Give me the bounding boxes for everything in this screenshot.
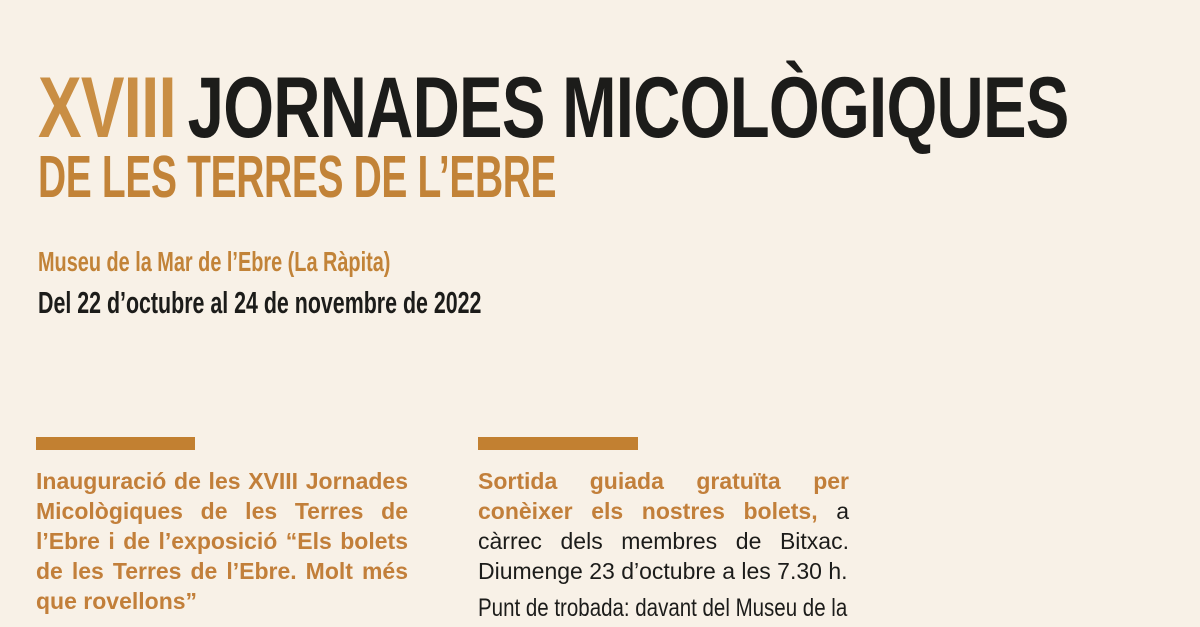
event-text (478, 466, 849, 586)
title-roman-numeral: XVIII (38, 60, 176, 156)
section-bar-right (478, 437, 638, 450)
event-text (36, 466, 408, 616)
event-detail-text: a càrrec dels membres de Bitxac. Diumenge 23 d’octubre a les 7.30 h. (478, 498, 850, 584)
event-highlight-text: Sortida guiada gratuïta per conèixer els nostres bolets, (478, 468, 849, 524)
date-range-line: Del 22 d’octubre al 24 de novembre de 2022 (38, 285, 482, 320)
poster-title (38, 60, 1069, 156)
poster-subtitle: DE LES TERRES DE L’EBRE (38, 144, 557, 210)
venue-line: Museu de la Mar de l’Ebre (La Ràpita) (38, 246, 391, 277)
title-text: JORNADES MICOLÒGIQUES (187, 60, 1069, 156)
meeting-point-text: Punt de trobada: davant del Museu de la (478, 594, 848, 622)
section-bar-left (36, 437, 195, 450)
event-highlight-text: Inauguració de les XVIII Jornades Micològiques de les Terres de l’Ebre i de l’exposició “Els bolets de les Terres de l’Ebre. Molt més que rovellons” (36, 468, 408, 614)
event-column-inauguration (36, 466, 408, 616)
event-column-guided-walk (478, 466, 849, 623)
